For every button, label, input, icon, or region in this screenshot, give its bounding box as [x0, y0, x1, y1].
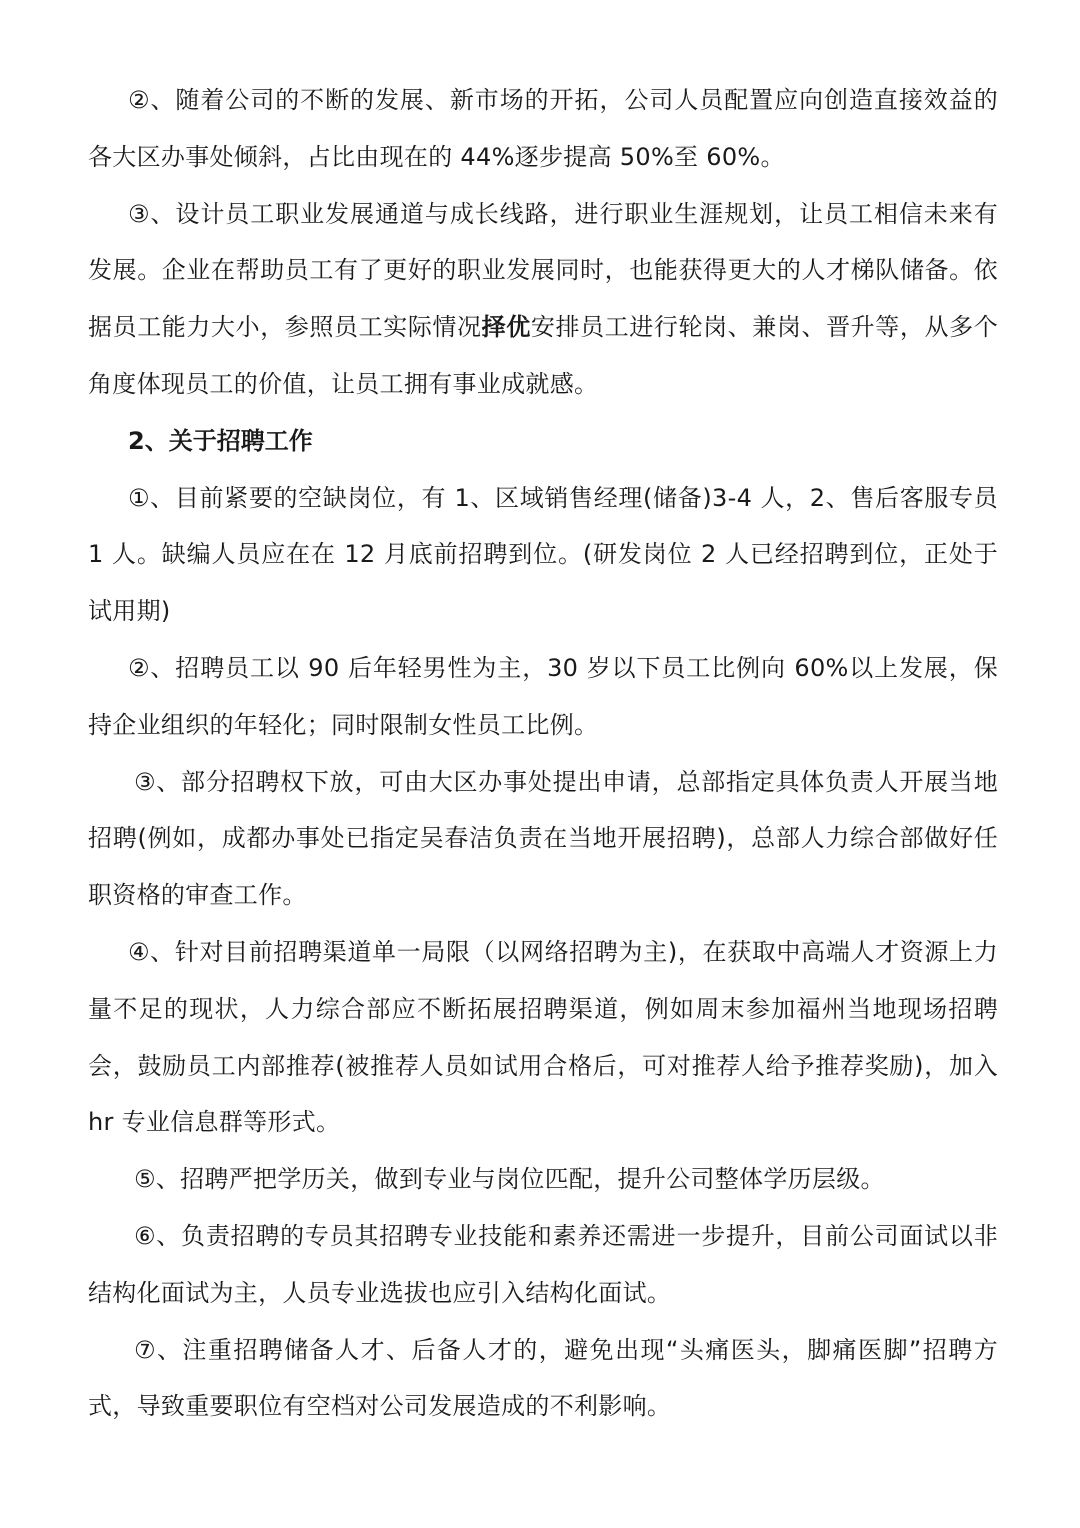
section-heading-recruitment: 2、关于招聘工作	[128, 426, 313, 455]
paragraph-staff-allocation: ②、随着公司的不断的发展、新市场的开拓，公司人员配置应向创造直接效益的各大区办事处倾斜，占比由现在的 44%逐步提高 50%至 60%。	[88, 86, 998, 171]
recruitment-item: ④、针对目前招聘渠道单一局限（以网络招聘为主)，在获取中高端人才资源上力量不足的现状，人力综合部应不断拓展招聘渠道，例如周末参加福州当地现场招聘会，鼓励员工内部推荐(被推荐人员如试用合格后，可对推荐人给予推荐奖励)，加入 hr 专业信息群等形式。	[88, 937, 998, 1137]
career-text-end: 安排员工进行轮岗、兼岗、晋升等，从多个角度体现员工的价值，让员工拥有事业成就感。	[88, 313, 998, 398]
recruitment-item: ⑤、招聘严把学历关，做到专业与岗位匹配，提升公司整体学历层级。	[134, 1165, 885, 1194]
recruitment-item: ①、目前紧要的空缺岗位，有 1、区域销售经理(储备)3-4 人，2、售后客服专员 1 人。缺编人员应在在 12 月底前招聘到位。(研发岗位 2 人已经招聘到位，正处于试用期)	[88, 483, 998, 626]
recruitment-item: ②、招聘员工以 90 后年轻男性为主，30 岁以下员工比例向 60%以上发展，保持企业组织的年轻化；同时限制女性员工比例。	[88, 653, 998, 739]
career-text-bold: 择优	[481, 313, 531, 342]
career-text-start: ③、设计员工职业发展通道与成长线路，进行职业生涯规划，让员工相信未来有发展。企业在帮助员工有了更好的职业发展同时，也能获得更大的人才梯队储备。依据员工能力大小，参照员工实际情况	[88, 199, 998, 342]
paragraph-career-development	[88, 186, 998, 413]
recruitment-item: ⑦、注重招聘储备人才、后备人才的，避免出现“头痛医头，脚痛医脚”招聘方式，导致重要职位有空档对公司发展造成的不利影响。	[88, 1335, 998, 1421]
recruitment-item: ③、部分招聘权下放，可由大区办事处提出申请，总部指定具体负责人开展当地招聘(例如，成都办事处已指定吴春洁负责在当地开展招聘)，总部人力综合部做好任职资格的审查工作。	[88, 767, 998, 910]
recruitment-item: ⑥、负责招聘的专员其招聘专业技能和素养还需进一步提升，目前公司面试以非结构化面试为主，人员专业选拔也应引入结构化面试。	[88, 1221, 998, 1307]
